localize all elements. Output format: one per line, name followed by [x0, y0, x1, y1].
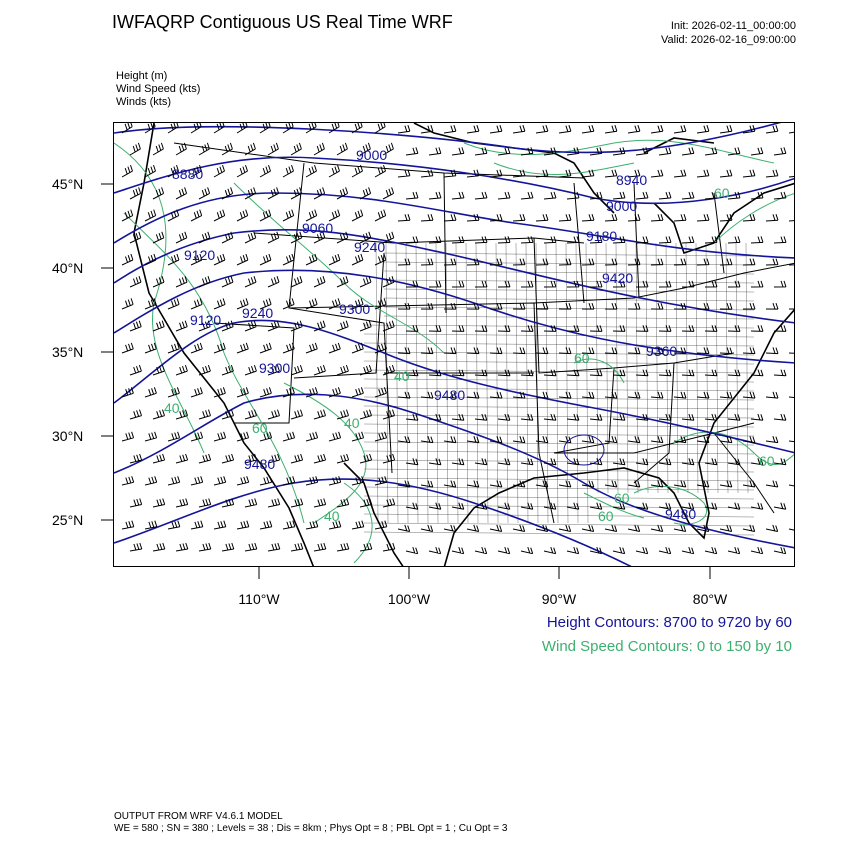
- model-info-title: OUTPUT FROM WRF V4.6.1 MODEL: [114, 811, 283, 822]
- county-borders: [364, 243, 754, 535]
- field-winds: Winds (kts): [116, 96, 171, 108]
- height-label: 8880: [172, 166, 204, 182]
- height-label: 9240: [242, 305, 274, 321]
- height-label: 9480: [434, 387, 466, 403]
- lon-label: 100°W: [387, 591, 431, 607]
- map-panel[interactable]: [113, 122, 795, 567]
- height-label: 9180: [586, 228, 618, 244]
- height-label: 9000: [606, 198, 638, 214]
- wind-label: 60: [759, 453, 775, 469]
- height-label: 9360: [646, 343, 678, 359]
- wind-speed-contours: [114, 140, 795, 563]
- wind-label: 40: [344, 415, 360, 431]
- lat-label: 40°N: [52, 260, 84, 276]
- wind-label: 40: [164, 400, 180, 416]
- wind-label: 60: [598, 508, 614, 524]
- map-canvas: [114, 123, 795, 567]
- lat-label: 25°N: [52, 512, 84, 528]
- height-label: 8940: [616, 172, 648, 188]
- field-wind-speed: Wind Speed (kts): [116, 83, 201, 95]
- wind-label: 40: [394, 368, 410, 384]
- lon-label: 110°W: [238, 591, 280, 607]
- height-label: 9300: [259, 360, 291, 376]
- height-label: 9300: [339, 301, 371, 317]
- valid-time: Valid: 2026-02-16_09:00:00: [661, 34, 796, 46]
- wind-contours-legend: Wind Speed Contours: 0 to 150 by 10: [541, 638, 792, 655]
- lat-label: 35°N: [52, 344, 84, 360]
- wind-label: 40: [324, 508, 340, 524]
- height-contours: [114, 123, 795, 567]
- wind-barbs: [122, 123, 795, 554]
- height-label: 9000: [356, 147, 388, 163]
- height-label: 9480: [665, 506, 697, 522]
- height-contours-legend: Height Contours: 8700 to 9720 by 60: [546, 614, 792, 631]
- height-label: 9480: [244, 456, 276, 472]
- lon-label: 90°W: [541, 591, 577, 607]
- height-label: 9420: [602, 270, 634, 286]
- wind-label: 60: [714, 185, 730, 201]
- plot-title: IWFAQRP Contiguous US Real Time WRF: [112, 12, 453, 32]
- lat-label: 30°N: [52, 428, 84, 444]
- init-time: Init: 2026-02-11_00:00:00: [670, 20, 796, 32]
- wind-label: 60: [574, 350, 590, 366]
- wind-label: 60: [252, 420, 268, 436]
- height-label: 9060: [302, 220, 334, 236]
- height-label: 9240: [354, 239, 386, 255]
- height-label: 9120: [184, 247, 216, 263]
- model-info-params: WE = 580 ; SN = 380 ; Levels = 38 ; Dis = 8km ; Phys Opt = 8 ; PBL Opt = 1 ; Cu Opt = 3: [114, 823, 508, 834]
- lat-label: 45°N: [52, 176, 84, 192]
- wind-label: 60: [614, 490, 630, 506]
- lon-label: 80°W: [692, 591, 728, 607]
- field-height: Height (m): [116, 70, 168, 82]
- height-label: 9120: [190, 312, 222, 328]
